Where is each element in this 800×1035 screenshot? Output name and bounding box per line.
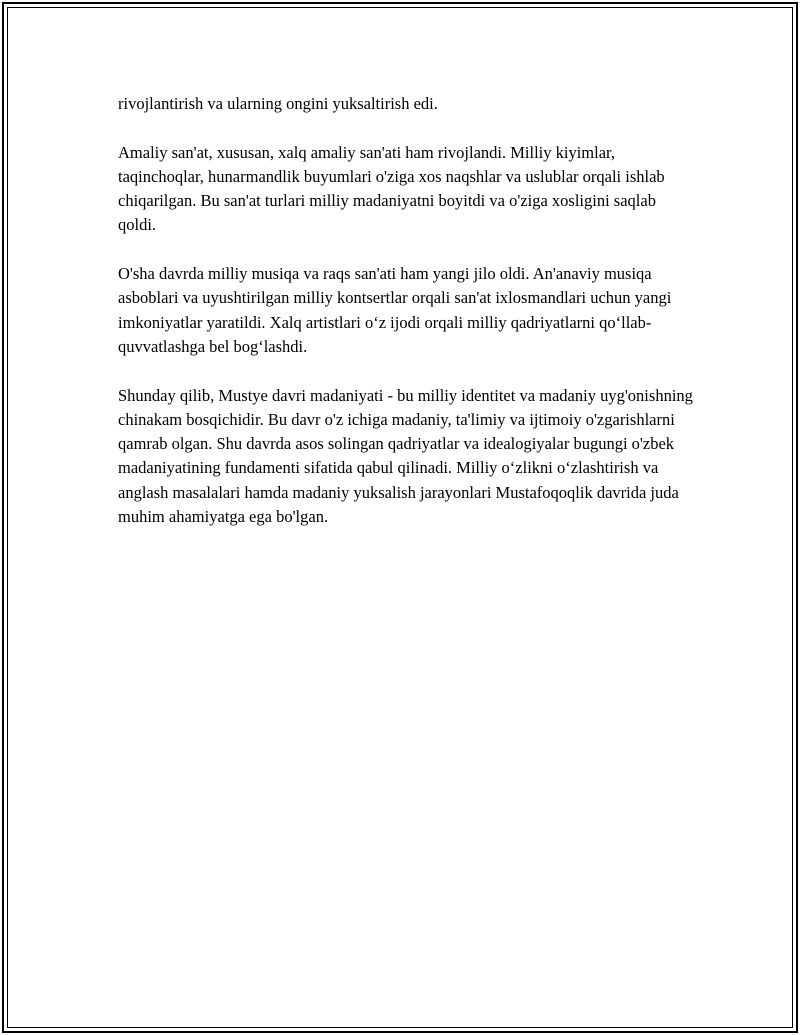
paragraph: Amaliy san'at, xususan, xalq amaliy san'ati ham rivojlandi. Milliy kiyimlar, taqinchoqlar, hunarmandlik buyumlari o'ziga xos naqshlar va uslublar orqali ishlab chiqarilgan. Bu san'at turlari milliy madaniyatni boyitdi va o'ziga xosligini saqlab qoldi. (118, 142, 665, 235)
document-body (118, 92, 698, 554)
paragraph: Shunday qilib, Mustye davri madaniyati - bu milliy identitet va madaniy uyg'onishning chinakam bosqichidir. Bu davr o'z ichiga madaniy, ta'limiy va ijtimoiy o'zgarishlarni qamrab olgan. Shu davrda asos solingan qadriyatlar va idealogiyalar bugungi o'zbek madaniyatining fundamenti sifatida qabul qilinadi. Milliy o‘zlikni o‘zlashtirish va anglash masalalari hamda madaniy yuksalish jarayonlari Mustafoqoqlik davrida juda muhim ahamiyatga ega bo'lgan. (118, 385, 693, 527)
paragraph: rivojlantirish va ularning ongini yuksaltirish edi. (118, 94, 438, 113)
paragraph: O'sha davrda milliy musiqa va raqs san'ati ham yangi jilo oldi. An'anaviy musiqa asboblari va uyushtirilgan milliy kontsertlar orqali san'at ixlosmandlari uchun yangi imkoniyatlar yaratildi. Xalq artistlari o‘z ijodi orqali milliy qadriyatlarni qo‘llab-quvvatlashga bel bog‘lashdi. (118, 264, 672, 356)
